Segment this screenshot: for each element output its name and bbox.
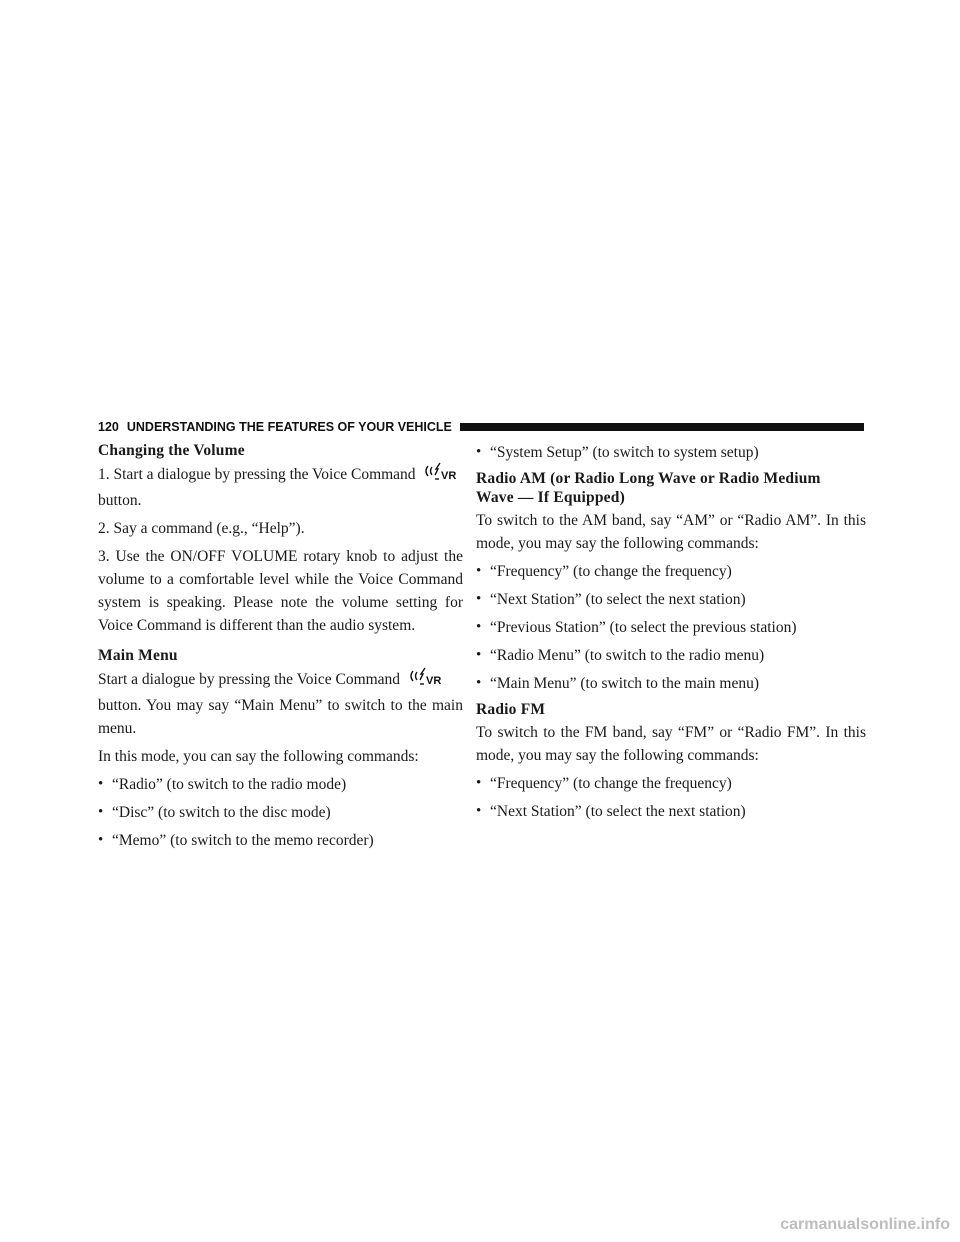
step-2: 2. Say a command (e.g., “Help”). (98, 520, 305, 537)
list-item: • “Disc” (to switch to the disc mode) (98, 804, 331, 821)
list-item: • “Memo” (to switch to the memo recorder) (98, 832, 374, 849)
main-menu-para-2: In this mode, you can say the following commands: (98, 748, 419, 765)
main-menu-command-list-continued (476, 441, 866, 464)
list-item: • “Next Station” (to select the next station) (476, 591, 746, 608)
list-item: • “Previous Station” (to select the previous station) (476, 619, 797, 636)
page-header (98, 418, 864, 436)
voice-command-vr-icon (408, 667, 444, 694)
watermark: carmanualsonline.info (780, 1216, 950, 1233)
list-item: • “Main Menu” (to switch to the main menu) (476, 675, 760, 692)
radio-fm-command-list (476, 772, 866, 823)
main-menu-command-list (98, 773, 463, 852)
page-number: 120 (98, 420, 119, 434)
svg-text:VR: VR (425, 675, 442, 687)
step-1-continued: button. (98, 492, 142, 509)
list-item: • “System Setup” (to switch to system setup) (476, 444, 759, 461)
step-1: 1. Start a dialogue by pressing the Voice Command VR (98, 462, 463, 489)
left-column (98, 441, 463, 857)
list-item: • “Frequency” (to change the frequency) (476, 775, 732, 792)
heading-radio-fm: Radio FM (476, 701, 546, 718)
heading-main-menu: Main Menu (98, 647, 178, 664)
voice-command-vr-icon (423, 462, 459, 489)
right-column (476, 441, 866, 828)
svg-text:VR: VR (441, 470, 457, 482)
heading-changing-volume: Changing the Volume (98, 442, 245, 459)
list-item: • “Radio Menu” (to switch to the radio menu) (476, 647, 765, 664)
list-item: • “Next Station” (to select the next station) (476, 803, 746, 820)
radio-am-para: To switch to the AM band, say “AM” or “Radio AM”. In this mode, you may say the following commands: (476, 512, 866, 552)
list-item: • “Frequency” (to change the frequency) (476, 563, 732, 580)
running-title: UNDERSTANDING THE FEATURES OF YOUR VEHICLE (126, 420, 452, 434)
radio-am-command-list (476, 560, 866, 695)
heading-radio-am: Radio AM (or Radio Long Wave or Radio Medium Wave — If Equipped) (476, 470, 821, 506)
main-menu-para-1: Start a dialogue by pressing the Voice Command VR (98, 667, 463, 694)
step-3: 3. Use the ON/OFF VOLUME rotary knob to adjust the volume to a comfortable level while the Voice Command system is speaking. Please note the volume setting for Voice Command is different than the audio system. (98, 548, 463, 634)
radio-fm-para: To switch to the FM band, say “FM” or “Radio FM”. In this mode, you may say the following commands: (476, 724, 866, 764)
list-item: • “Radio” (to switch to the radio mode) (98, 776, 347, 793)
header-rule (460, 423, 864, 431)
main-menu-para-1-continued: button. You may say “Main Menu” to switch to the main menu. (98, 697, 463, 737)
